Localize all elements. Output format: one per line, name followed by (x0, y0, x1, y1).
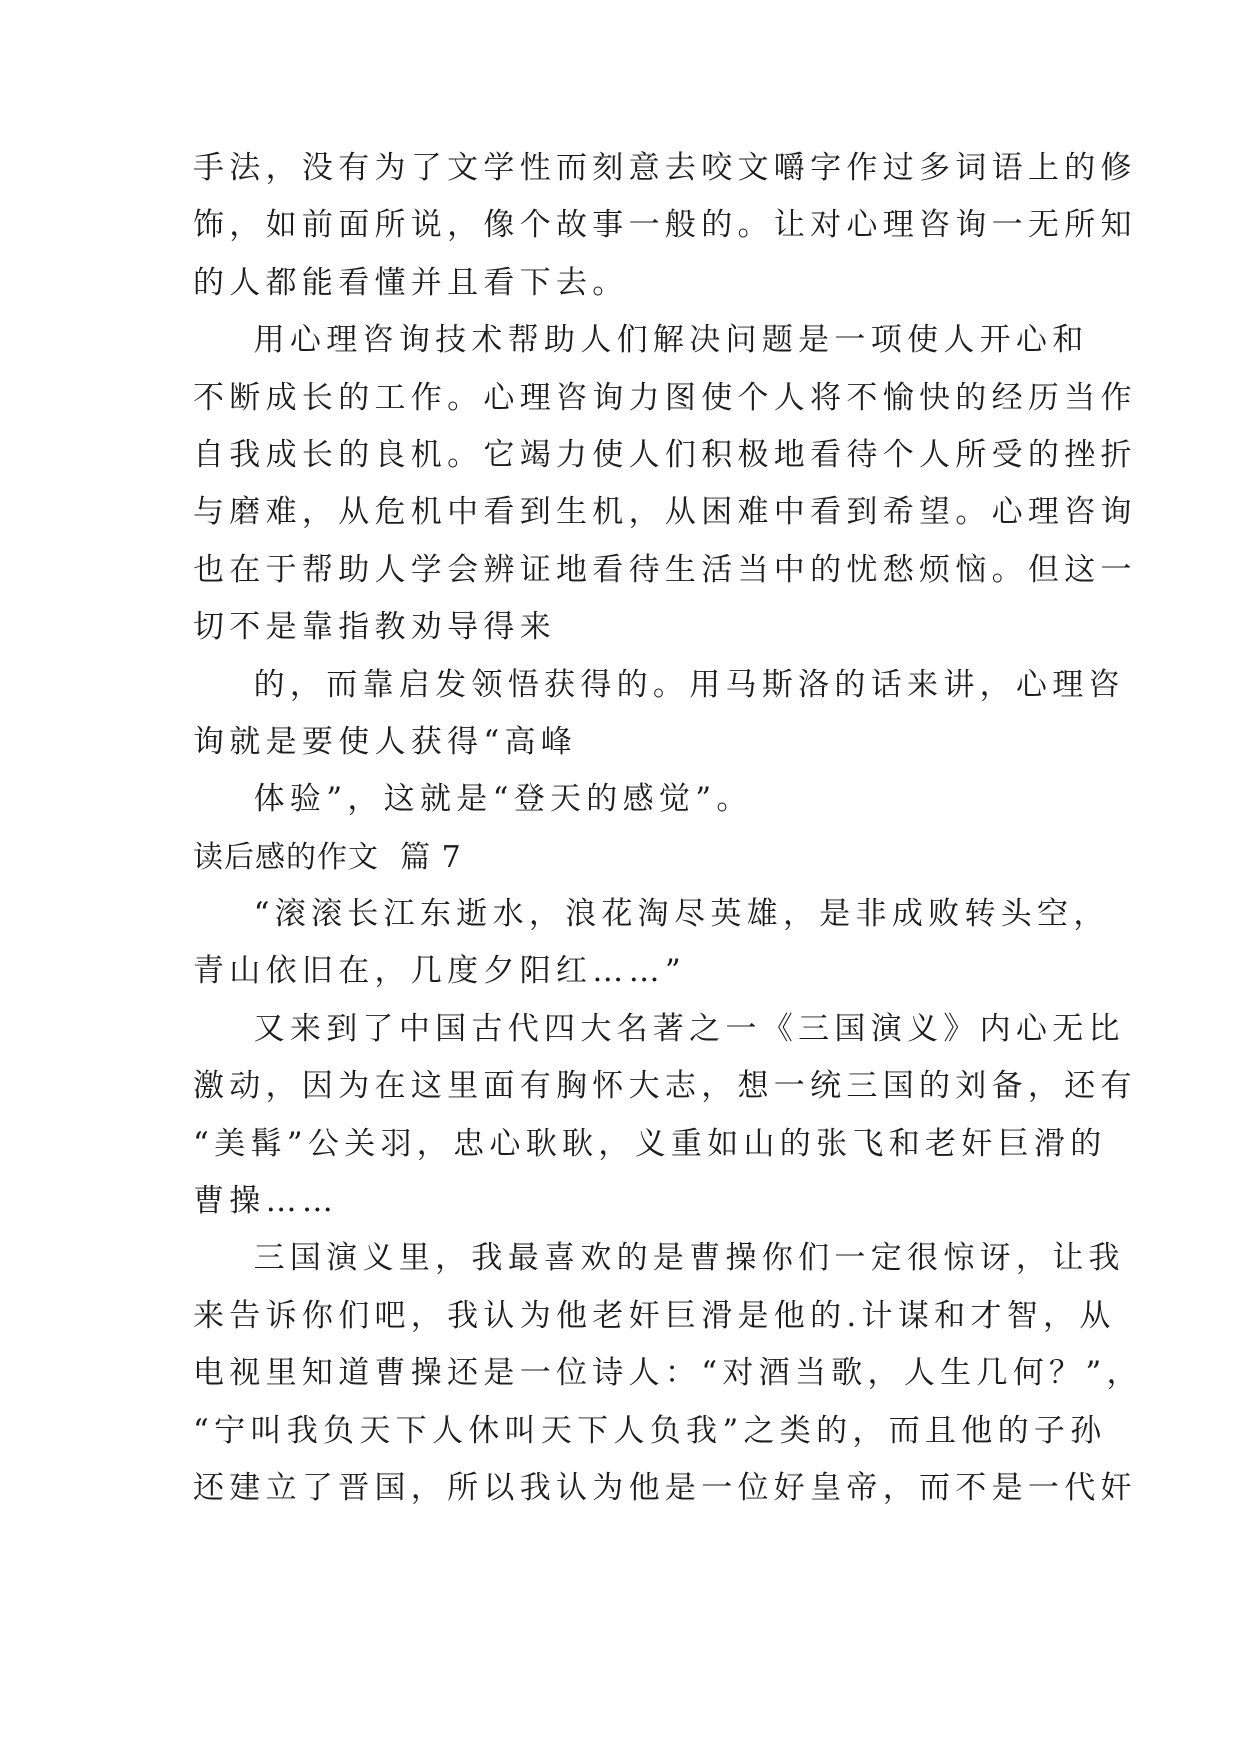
text-line: 也在于帮助人学会辨证地看待生活当中的忧愁烦恼。但这一 (193, 551, 1137, 588)
text-line: “滚滚长江东逝水，浪花淘尽英雄，是非成败转头空， (193, 896, 1110, 933)
text-line: 电视里知道曹操还是一位诗人：“对酒当歌，人生几何？”， (193, 1355, 1143, 1392)
text-line: 询就是要使人获得“高峰 (193, 723, 578, 760)
text-line: “美髯”公关羽，忠心耿耿，义重如山的张飞和老奸巨滑的 (193, 1125, 1107, 1162)
text-line: 青山依旧在，几度夕阳红……” (193, 953, 687, 990)
text-line: 还建立了晋国，所以我认为他是一位好皇帝，而不是一代奸 (193, 1469, 1137, 1506)
text-line: 的，而靠启发领悟获得的。用马斯洛的话来讲，心理咨 (193, 666, 1125, 703)
text-line: 激动，因为在这里面有胸怀大志，想一统三国的刘备，还有 (193, 1068, 1137, 1105)
text-line: 又来到了中国古代四大名著之一《三国演义》内心无比 (193, 1010, 1125, 1047)
text-line: 与磨难，从危机中看到生机，从困难中看到希望。心理咨询 (193, 494, 1137, 531)
text-line: “宁叫我负天下人休叫天下人负我”之类的，而且他的子孙 (193, 1412, 1107, 1449)
text-line: 不断成长的工作。心理咨询力图使个人将不愉快的经历当作 (193, 379, 1137, 416)
text-line: 切不是靠指教劝导得来 (193, 609, 556, 646)
text-line: 体验”，这就是“登天的感觉”。 (193, 781, 753, 818)
text-line: 的人都能看懂并且看下去。 (193, 264, 629, 301)
body-text (193, 140, 1143, 1517)
text-line: 曹操…… (193, 1183, 339, 1220)
text-line: 三国演义里，我最喜欢的是曹操你们一定很惊讶，让我 (193, 1240, 1125, 1277)
text-line: 自我成长的良机。它竭力使人们积极地看待个人所受的挫折 (193, 436, 1137, 473)
text-line: 来告诉你们吧，我认为他老奸巨滑是他的.计谋和才智，从 (193, 1297, 1116, 1334)
section-heading: 读后感的作文 篇 7 (193, 839, 462, 875)
text-line: 用心理咨询技术帮助人们解决问题是一项使人开心和 (193, 322, 1089, 359)
text-line: 手法，没有为了文学性而刻意去咬文嚼字作过多词语上的修 (193, 150, 1137, 186)
text-line: 饰，如前面所说，像个故事一般的。让对心理咨询一无所知 (193, 207, 1137, 244)
